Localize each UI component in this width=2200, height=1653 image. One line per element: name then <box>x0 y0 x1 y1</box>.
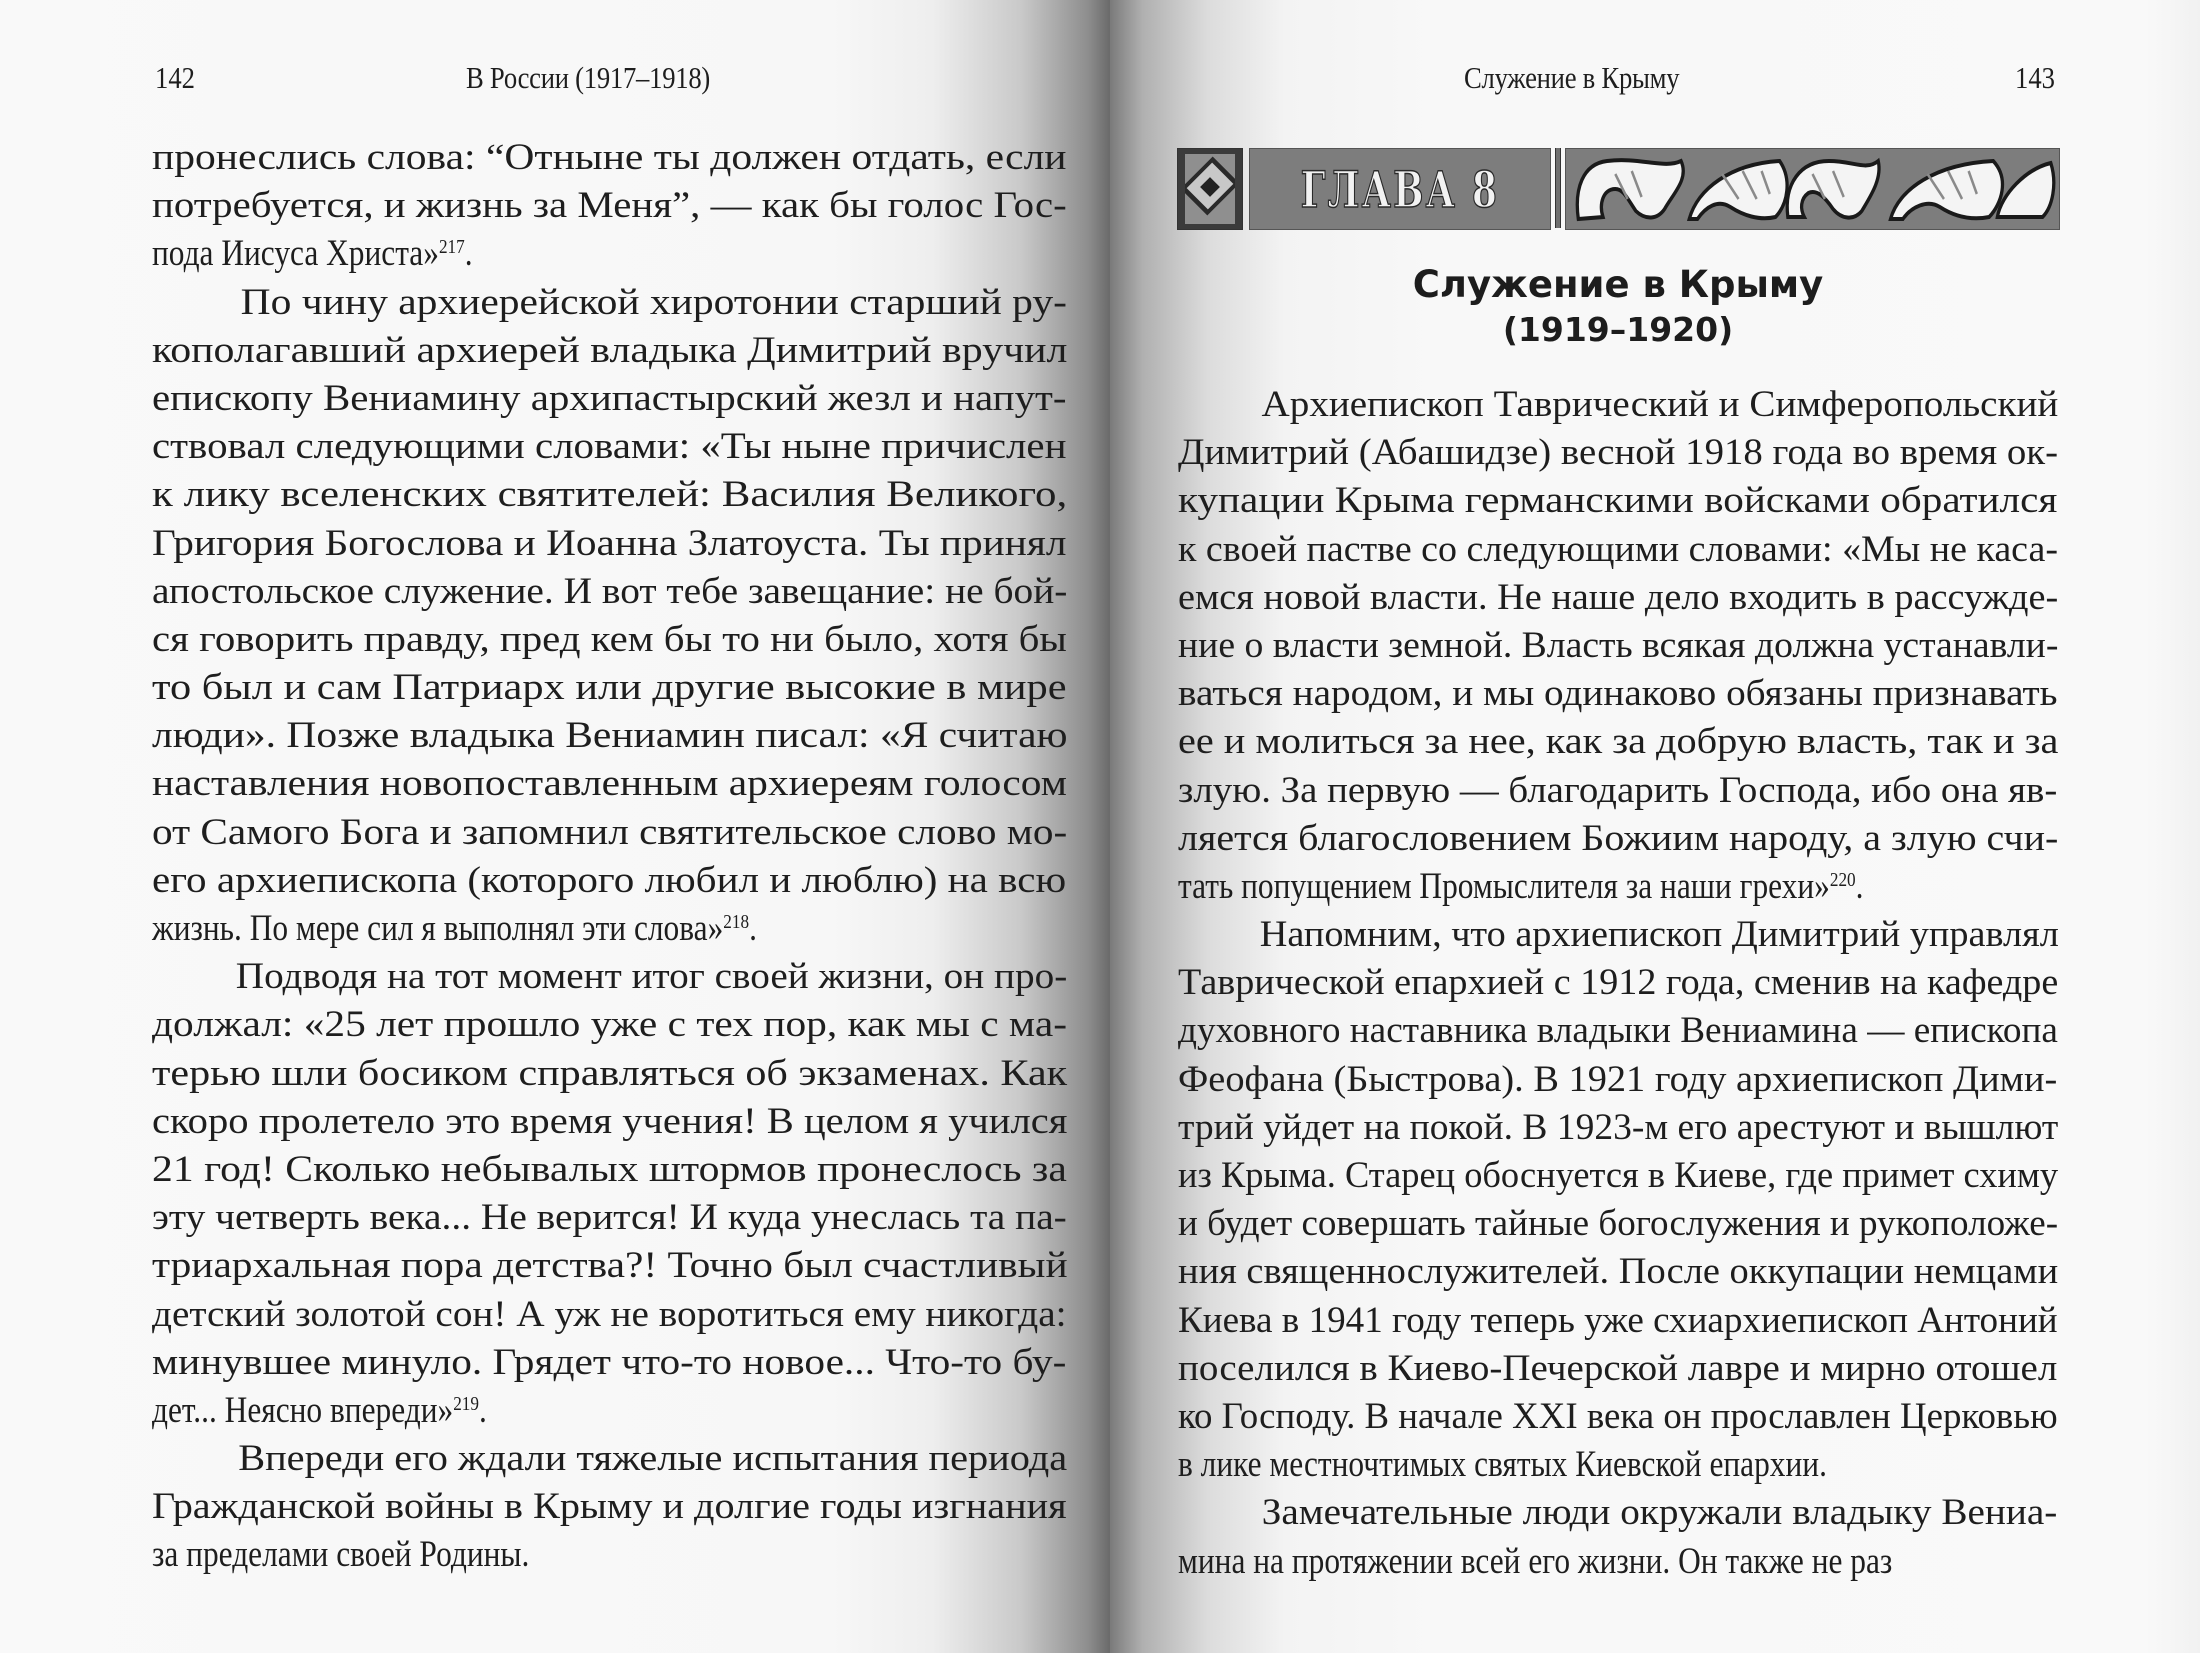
text-line: терью шли босиком справляться об экзаменах. Как <box>152 1051 1068 1093</box>
text-line: из Крыма. Старец обоснуется в Киеве, где примет схиму <box>1178 1154 2059 1195</box>
text-line: Гражданской войны в Крыму и долгие годы изгнания <box>152 1485 1067 1527</box>
text-line: Киева в 1941 году теперь уже схиархиепископ Антоний <box>1178 1298 2058 1340</box>
text-line: ляется благословением Божиим народу, а злую счи- <box>1178 816 2059 858</box>
text-line: Архиепископ Таврический и Симферопольский <box>1261 383 2059 424</box>
text-line: триархальная пора детства?! Точно был счастливый <box>152 1244 1068 1286</box>
text-line: должал: «25 лет прошло уже с тех пор, как мы с ма- <box>152 1003 1067 1045</box>
text-line: Таврической епархией с 1912 года, сменив на кафедре <box>1178 961 2059 1003</box>
page-number-left: 142 <box>155 60 195 95</box>
text-line: купации Крыма германскими войсками обратился <box>1178 479 2058 521</box>
text-line: эту четверть века... Не верится! И куда унеслась та па- <box>152 1196 1067 1238</box>
text-line: ваться народом, и мы одинаково обязаны признавать <box>1178 672 2058 714</box>
footnote-ref: 219 <box>453 1392 480 1415</box>
text-line: жизнь. По мере сил я выполнял эти слова»$^{218}$. <box>152 907 757 948</box>
text-line: Замечательные люди окружали владыку Вениа- <box>1261 1491 2058 1533</box>
text-line: ся говорить правду, пред кем бы то ни было, хотя бы <box>152 617 1067 659</box>
text-line: поселился в Киево-Печерской лавре и мирно отошел <box>1178 1346 2058 1388</box>
text-line: 21 год! Сколько небывалых штормов пронеслось за <box>152 1147 1067 1189</box>
text-line: ствовал следующими словами: «Ты ныне причислен <box>152 425 1067 467</box>
text-line: пронеслись слова: “Отныне ты должен отдать, если <box>152 136 1067 177</box>
text-line: и будет совершать тайные богослужения и рукоположе- <box>1178 1202 2059 1244</box>
footnote-ref: 218 <box>723 911 750 933</box>
chapter-years: (1919–1920) <box>1502 310 1734 349</box>
text-line: епископу Вениамину архипастырский жезл и напут- <box>152 376 1067 418</box>
text-line: дет... Неясно впереди»$^{219}$. <box>152 1388 487 1430</box>
text-line: за пределами своей Родины. <box>152 1533 530 1575</box>
leaf-ornament-icon <box>1565 148 2060 230</box>
text-line: Впереди его ждали тяжелые испытания периода <box>238 1437 1068 1479</box>
text-line: кополагавший архиерей владыка Димитрий вручил <box>152 328 1068 370</box>
text-line: По чину архиерейской хиротонии старший ру- <box>240 280 1067 322</box>
running-head-right: Служение в Крыму <box>1464 60 1680 95</box>
text-line: к своей пастве со следующими словами: «Мы не каса- <box>1178 527 2058 569</box>
text-line: минувшее минуло. Грядет что-то новое... Что-то бу- <box>152 1340 1067 1382</box>
text-line: ния священнослужителей. После оккупации немцами <box>1178 1250 2059 1292</box>
banner-divider <box>1555 148 1561 228</box>
chapter-banner <box>1177 148 2060 230</box>
text-line: Напомним, что архиепископ Димитрий управлял <box>1259 913 2059 955</box>
text-line: скоро пролетело это время учения! В целом я учился <box>152 1099 1068 1141</box>
footnote-ref: 220 <box>1829 868 1856 891</box>
text-line: к лику вселенских святителей: Василия Великого, <box>152 473 1068 515</box>
text-line: ко Господу. В начале XXI века он прославлен Церковью <box>1178 1394 2058 1436</box>
text-line: Григория Богослова и Иоанна Златоуста. Ты принял <box>152 521 1067 563</box>
text-line: Подводя на тот момент итог своей жизни, он про- <box>235 955 1068 997</box>
text-line: от Самого Бога и запомнил святительское слово мо- <box>152 810 1068 852</box>
text-line: тать попущением Промыслителя за наши грехи»$^{220}$. <box>1178 864 1864 906</box>
text-line: его архиепископа (которого любил и люблю) на всю <box>152 858 1067 900</box>
text-line: пода Иисуса Христа»$^{217}$. <box>152 232 473 274</box>
diamond-emblem-icon <box>1177 148 1243 230</box>
text-line: трий уйдет на покой. В 1923-м его арестуют и вышлют <box>1178 1105 2059 1147</box>
text-line: мина на протяжении всей его жизни. Он также не раз <box>1178 1539 1893 1581</box>
text-line: наставления новопоставленным архиереям голосом <box>152 762 1067 804</box>
text-line: апостольское служение. И вот тебе завещание: не бой- <box>152 569 1068 611</box>
page-number-right: 143 <box>2015 60 2055 95</box>
left-page-body <box>152 133 1067 1579</box>
text-line: Феофана (Быстрова). В 1921 году архиепископ Дими- <box>1178 1057 2058 1099</box>
right-page-body <box>1178 380 2058 1585</box>
running-head-left: В России (1917–1918) <box>466 60 711 95</box>
text-line: злую. За первую — благодарить Господа, ибо она яв- <box>1178 768 2058 810</box>
footnote-ref: 217 <box>438 236 465 259</box>
text-line: люди». Позже владыка Вениамин писал: «Я считаю <box>152 714 1068 756</box>
chapter-label-box <box>1249 148 1551 230</box>
text-line: Димитрий (Абашидзе) весной 1918 года во время ок- <box>1178 431 2059 473</box>
text-line: детский золотой сон! А уж не воротиться ему никогда: <box>152 1292 1067 1334</box>
text-line: то был и сам Патриарх или другие высокие в мире <box>152 666 1067 708</box>
text-line: ее и молиться за нее, как за добрую власть, так и за <box>1178 720 2059 762</box>
text-line: ние о власти земной. Власть всякая должна устанавли- <box>1178 623 2059 665</box>
chapter-label: ГЛАВА 8 <box>1300 159 1500 219</box>
text-line: духовного наставника владыки Вениамина — епископа <box>1178 1009 2058 1051</box>
chapter-title: Служение в Крыму <box>1412 263 1824 306</box>
text-line: емся новой власти. Не наше дело входить в рассужде- <box>1178 575 2059 617</box>
text-line: в лике местночтимых святых Киевской епархии. <box>1178 1443 1827 1485</box>
text-line: потребуется, и жизнь за Меня”, — как бы голос Гос- <box>152 184 1067 226</box>
